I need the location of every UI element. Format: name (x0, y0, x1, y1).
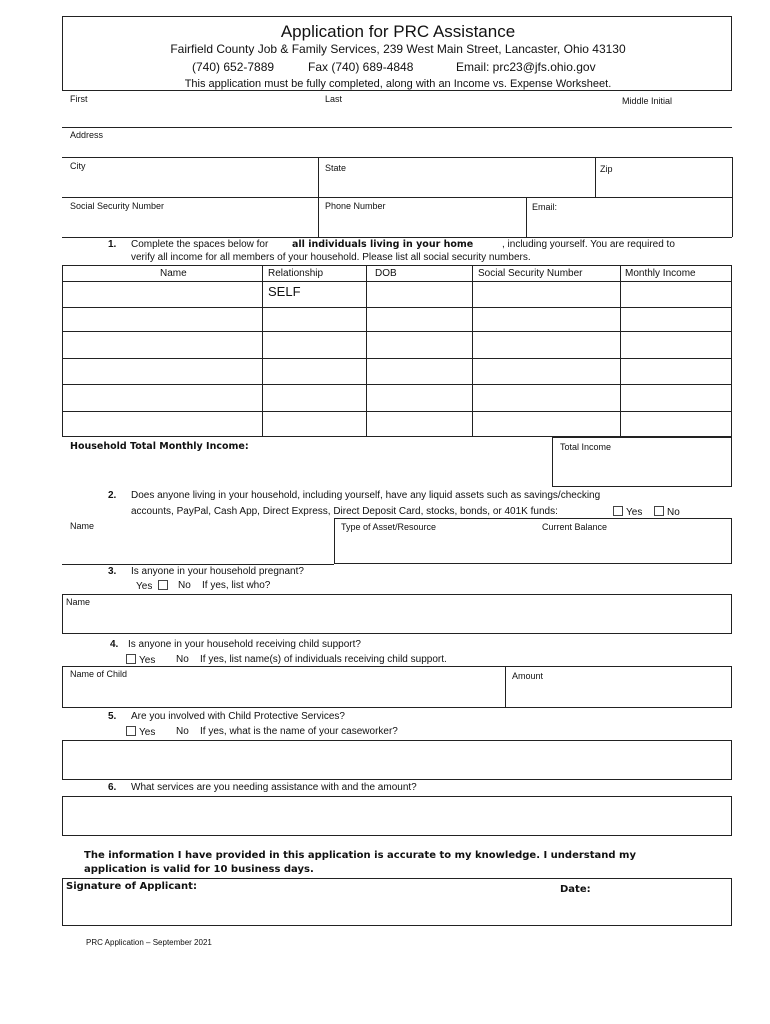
q5-yes-label: Yes (139, 727, 156, 738)
q3-number: 3. (108, 566, 117, 577)
first-name-label: First (70, 94, 88, 104)
household-total-label: Household Total Monthly Income: (70, 441, 249, 452)
q1-text-b: , including yourself. You are required to (502, 239, 675, 250)
q2-text-line1: Does anyone living in your household, including yourself, have any liquid assets such as savings/checking (131, 490, 601, 501)
q5-number: 5. (108, 711, 117, 722)
address-label: Address (70, 130, 104, 140)
q1-text-bold: all individuals living in your home (292, 239, 474, 250)
col-ssn-header: Social Security Number (478, 268, 583, 279)
q2-name-line (62, 564, 334, 565)
household-row-line-3 (62, 331, 732, 332)
ssn-phone-divider (318, 197, 319, 237)
q3-name-label: Name (66, 597, 91, 607)
right-edge-ssn (732, 197, 733, 237)
signature-label: Signature of Applicant: (66, 881, 197, 892)
city-label: City (70, 161, 86, 171)
q4-child-table (62, 666, 732, 708)
household-row-line-5 (62, 384, 732, 385)
form-title: Application for PRC Assistance (280, 22, 516, 41)
right-edge-city (732, 157, 733, 197)
col-dob-header: DOB (375, 268, 397, 279)
q4-amount-divider (505, 666, 506, 708)
q2-yes-label: Yes (626, 507, 643, 518)
household-row-line-6 (62, 411, 732, 412)
q6-text: What services are you needing assistance with and the amount? (131, 782, 417, 793)
ssn-line (62, 237, 732, 238)
q5-followup: If yes, what is the name of your caseworker? (200, 726, 398, 737)
q2-yes-checkbox[interactable] (613, 506, 623, 516)
q1-text-line2: verify all income for all members of your household. Please list all social security numbers. (131, 252, 531, 263)
col-income-header: Monthly Income (625, 268, 696, 279)
q5-caseworker-box[interactable] (62, 740, 732, 780)
q5-yes-option[interactable] (126, 726, 155, 739)
q3-yes-label: Yes (136, 581, 153, 592)
col-name-header: Name (160, 268, 187, 279)
q2-balance-label: Current Balance (542, 522, 608, 532)
completion-notice: This application must be fully completed, along with an Income vs. Expense Worksheet. (184, 78, 612, 90)
q3-name-box[interactable] (62, 594, 732, 634)
q2-no-label: No (667, 507, 680, 518)
q3-no-option[interactable] (178, 580, 191, 592)
q2-no-checkbox[interactable] (654, 506, 664, 516)
q4-amount-label: Amount (512, 671, 544, 681)
q4-number: 4. (110, 639, 119, 650)
q6-services-box[interactable] (62, 796, 732, 836)
agency-phone: (740) 652-7889 (192, 60, 275, 74)
email-label: Email: (532, 202, 558, 212)
q5-no-label: No (176, 726, 189, 737)
q4-no-label: No (176, 654, 189, 665)
col-relationship-header: Relationship (268, 268, 324, 279)
q4-followup: If yes, list name(s) of individuals receiving child support. (200, 654, 447, 665)
city-state-divider (318, 157, 319, 197)
q3-yes-option[interactable] (136, 580, 171, 593)
q1-number: 1. (108, 239, 117, 250)
self-relationship-value: SELF (268, 284, 301, 299)
attest-line-1: The information I have provided in this application is accurate to my knowledge. I understand my (84, 850, 636, 861)
q6-number: 6. (108, 782, 117, 793)
household-row-line-2 (62, 307, 732, 308)
q3-followup: If yes, list who? (202, 580, 271, 591)
q4-yes-label: Yes (139, 655, 156, 666)
household-row-line-4 (62, 358, 732, 359)
q2-text-line2: accounts, PayPal, Cash App, Direct Express, Direct Deposit Card, stocks, bonds, or 401K funds: (131, 506, 558, 517)
q5-text: Are you involved with Child Protective Services? (131, 711, 345, 722)
q1-text-a: Complete the spaces below for (131, 239, 269, 250)
q3-yes-checkbox[interactable] (158, 580, 168, 590)
q5-yes-checkbox[interactable] (126, 726, 136, 736)
q3-text: Is anyone in your household pregnant? (131, 566, 304, 577)
attest-line-2: application is valid for 10 business days. (84, 864, 314, 875)
q4-child-label: Name of Child (70, 669, 128, 679)
household-row-line-1 (62, 281, 732, 282)
state-zip-divider (595, 157, 596, 197)
q4-yes-checkbox[interactable] (126, 654, 136, 664)
q3-no-label: No (178, 580, 191, 591)
zip-label: Zip (600, 164, 613, 174)
q2-name-label: Name (70, 521, 95, 531)
q2-asset-label: Type of Asset/Resource (341, 522, 437, 532)
state-label: State (325, 163, 347, 173)
name-line (62, 127, 732, 128)
date-label: Date: (560, 884, 591, 895)
q4-text: Is anyone in your household receiving child support? (128, 639, 361, 650)
agency-email: Email: prc23@jfs.ohio.gov (456, 60, 596, 74)
middle-initial-label: Middle Initial (622, 96, 673, 106)
q5-no-option[interactable] (176, 726, 189, 738)
agency-fax: Fax (740) 689-4848 (308, 60, 414, 74)
ssn-label: Social Security Number (70, 201, 165, 211)
city-line (62, 197, 732, 198)
total-income-label: Total Income (560, 442, 612, 452)
address-line (62, 157, 732, 158)
phone-email-divider (526, 197, 527, 237)
phone-label: Phone Number (325, 201, 386, 211)
q4-no-option[interactable] (176, 654, 189, 666)
q2-number: 2. (108, 490, 117, 501)
agency-address: Fairfield County Job & Family Services, 239 West Main Street, Lancaster, Ohio 43130 (170, 42, 626, 56)
last-name-label: Last (325, 94, 343, 104)
footer-text: PRC Application – September 2021 (86, 938, 212, 947)
